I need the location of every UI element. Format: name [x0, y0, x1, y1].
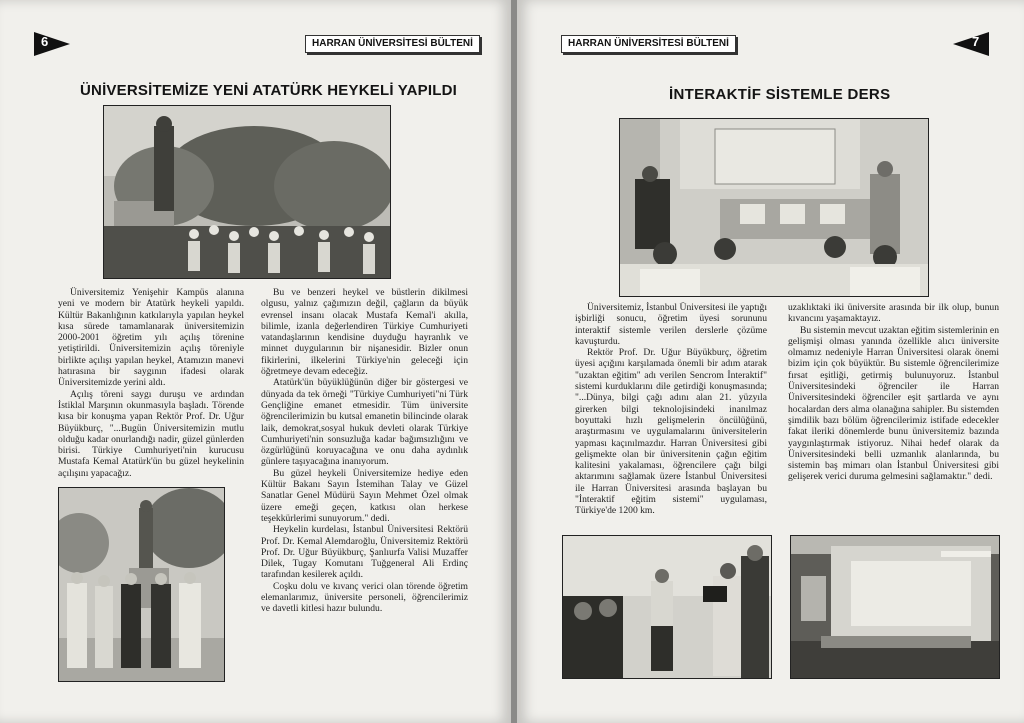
paragraph: Atatürk'ün büyüklüğünün diğer bir göstergesi ve dünyada da tek örneği "Türkiye Cumhuriyeti"ni Türk Gençliğine emanet etmesidir. Tüm üniversite öğrencilerimizin bu kutsal emanetin bilincinde olarak laik, demokrat,sosyal hukuk devleti olarak Türkiye Cumhuriyeti'nin sonsuzluğa kadar bağımsızlığını ve özgürlüğünü koruyacağına ve onu daha aydınlık günlere taşıyacağına inanıyorum.: [261, 377, 468, 468]
paragraph: Üniversitemiz, İstanbul Üniversitesi ile yaptığı işbirliği sonucu, öğretim üyesi sorununu interaktif sistemle verilen derslerle çözüme kavuşturdu.: [575, 302, 767, 347]
bulletin-header: HARRAN ÜNİVERSİTESİ BÜLTENİ: [561, 35, 736, 53]
paragraph: Coşku dolu ve kıvanç verici olan törende öğretim elemanlarımız, üniversite personeli, öğrencilerimiz ve davetli kitlesi hazır bulundu.: [261, 580, 468, 615]
right-page: [517, 0, 1024, 723]
paragraph: Rektör Prof. Dr. Uğur Büyükburç, öğretim üyesi açığını karşılamada önemli bir adım atarak "uzaktan eğitim" adı verilen Sencrom İnteraktif" sistemi kurduklarını dile getirdiği konuşmasında; "...Dünya, bilgi çağı adını alan 21. yüzyıla girerken bilgi teknolojisindeki inanılmaz boyuttaki hızlı gelişmelerin öncülüğünü, araştırmasını ve uygulamalarını üniversitelerin yapması kaçınılmazdır. Harran Üniversitesi gibi gelişmekte olan bir üniversitenin çağın eğitim kalitesini yakalaması, öğrencilere çağı bilgi aktarımını sağlamak üzere İstanbul Üniversitesi ile Harran Üniversitesi arasında başlayan bu "İnteraktif eğitim sistemi" uygulaması, Türkiye'de 1200 km.: [575, 347, 767, 517]
article-title: ÜNİVERSİTEMİZE YENİ ATATÜRK HEYKELİ YAPILDI: [80, 82, 457, 99]
lecture-hall-photo: [790, 535, 1000, 679]
left-article-col-1: [58, 287, 244, 479]
lecture-hall-photo-graphic: [791, 536, 999, 678]
statue-ceremony-photo: [103, 105, 391, 279]
speaker-camera-photo: [562, 535, 772, 679]
right-article-col-1: [575, 302, 767, 517]
paragraph: Bu ve benzeri heykel ve büstlerin dikilmesi olgusu, yalnız çağımızın değil, çağların da büyük evrensel insanı olacak Mustafa Kemal'i akılla, bilimle, izanla değerlendiren Türkiye Cumhuriyeti vatandaşlarının kendisine duyduğu hayranlık ve minnet duygularının bir nişanesidir. Bizler onun fikirlerini, ilkelerini Türkiye'nin geleceği için öğretmeye devam edeceğiz.: [261, 287, 468, 378]
left-article-col-2: [261, 287, 468, 615]
statue-ceremony-photo-graphic: [104, 106, 390, 278]
page-arrow-right-icon: [34, 32, 70, 56]
officials-group-photo: [58, 487, 225, 682]
paragraph: uzaklıktaki iki üniversite arasında bir ilk olup, bunun kıvancını yaşamaktayız.: [788, 302, 999, 325]
bulletin-header: HARRAN ÜNİVERSİTESİ BÜLTENİ: [305, 35, 480, 53]
officials-group-photo-graphic: [59, 488, 224, 681]
paragraph: Üniversitemiz Yenişehir Kampüs alanına yeni ve modern bir Atatürk heykeli yapıldı. Kültür Bakanlığının katkılarıyla yapılan heykel kısa sürede tamamlanarak üniversitemizin 2000-2001 öğretim yılı açılış törenine yetiştirildi. Üniversitemizin açılış töreniyle birlikte açılışı yapılan heykel, Atamızın manevi hatırasına bir saygının ifadesi olarak Üniversitemizde yerini aldı.: [58, 287, 244, 389]
left-page: [0, 0, 511, 723]
page-number: 6: [41, 34, 49, 49]
page-arrow-left-icon: [953, 32, 989, 56]
interactive-classroom-photo: [619, 118, 929, 297]
right-article-col-2: [788, 302, 999, 483]
page-number: 7: [972, 34, 980, 49]
article-title: İNTERAKTİF SİSTEMLE DERS: [669, 86, 891, 103]
paragraph: Bu güzel heykeli Üniversitemize hediye eden Kültür Bakanı Sayın İstemihan Talay ve Güzel Sanatlar Genel Müdürü Sayın Mehmet Özel olmak üzere emeği geçen, katkısı olan herkese teşekkürlerimi sunuyorum." dedi.: [261, 467, 468, 524]
paragraph: Heykelin kurdelası, İstanbul Üniversitesi Rektörü Prof. Dr. Kemal Alemdaroğlu, Üniversitemiz Rektörü Prof. Dr. Uğur Büyükburç, Şanlıurfa Valisi Muzaffer Dilek, Tugay Komutanı Tuğgeneral Ali Erdinç tarafından kesilerek açıldı.: [261, 524, 468, 581]
interactive-classroom-photo-graphic: [620, 119, 928, 296]
speaker-camera-photo-graphic: [563, 536, 771, 678]
paragraph: Açılış töreni saygı duruşu ve ardından İstiklal Marşının okunmasıyla başladı. Törende kısa bir konuşma yapan Rektör Prof. Dr. Uğur Büyükburç, "...Bugün Üniversitemizin mutlu olduğu kadar onurlandığı nadir, güzel günlerden birisi. Türkiye Cumhuriyeti'nin kurucusu Mustafa Kemal Atatürk'ün bu güzel heykelinin açılışını yapacağız.: [58, 388, 244, 479]
paragraph: Bu sistemin mevcut uzaktan eğitim sistemlerinin en gelişmişi olması yanında özellikle alıcı üniversite olmamız nedeniyle Harran Üniversitesi olarak önemi bizim için çok büyüktür. Bu sistemle öğrencilerimize fırsat eşitliği, getirmiş bulunuyoruz. İstanbul Üniversitesindeki öğrenciler ile Harran Üniversitesindeki öğrenciler eşit şartlarda ve aynı hocalardan ders alma olanağına sahipler. Bu sistemden şimdilik bazı bölüm öğrencilerimiz istifade edecekler fakat ileriki dönemlerde bunu üniversitemiz bazında yaygınlaştırmak istiyoruz. Nihai hedef olarak da Üniversitesindeki belli uzmanlık alanlarında, bu sistemin baş mimarı olan İstanbul Üniversitesi gibi gelişerek verici duruma gelmesini sağlamaktır." dedi.: [788, 324, 999, 483]
